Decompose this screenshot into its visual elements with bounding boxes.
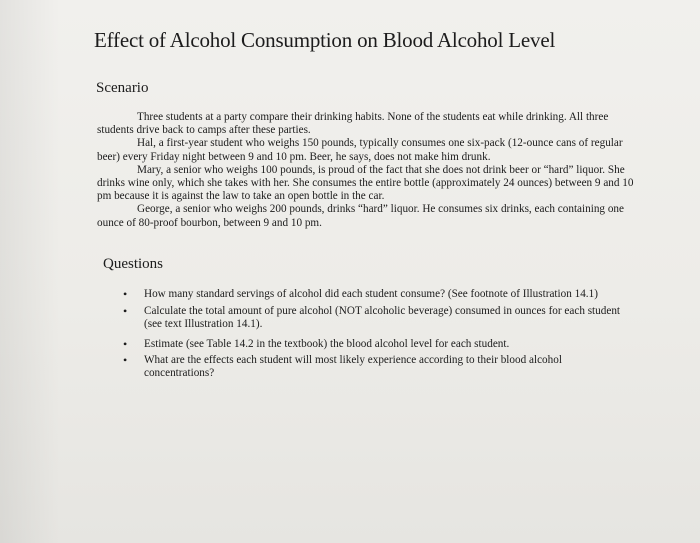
question-item: • Calculate the total amount of pure alcohol (NOT alcoholic beverage) consumed in ounces for each student (see text Illustration 14.1). [123,305,633,331]
page-shadow [0,0,60,543]
question-item: • What are the effects each student will most likely experience according to their blood alcohol concentrations? [123,354,633,380]
questions-heading: Questions [103,256,163,272]
scenario-paragraph-mary: Mary, a senior who weighs 100 pounds, is proud of the fact that she does not drink beer or “hard” liquor. She drinks wine only, which she takes with her. She consumes the entire bottle (approximately 24 ounces) between 9 and 10 pm because it is against the law to take an open bottle in the car. [97,163,634,203]
scenario-paragraph-hal: Hal, a first-year student who weighs 150 pounds, typically consumes one six-pack (12-ounce cans of regular beer) every Friday night between 9 and 10 pm. Beer, he says, does not make him drunk. [97,137,623,163]
scenario-text [97,111,637,230]
document-title: Effect of Alcohol Consumption on Blood Alcohol Level [94,28,556,52]
question-item: • How many standard servings of alcohol did each student consume? (See footnote of Illustration 14.1) [123,288,633,301]
questions-list [123,288,633,384]
scenario-heading: Scenario [96,80,149,96]
scenario-paragraph-george: George, a senior who weighs 200 pounds, drinks “hard” liquor. He consumes six drinks, each containing one ounce of 80-proof bourbon, between 9 and 10 pm. [97,203,624,229]
question-item: • Estimate (see Table 14.2 in the textbook) the blood alcohol level for each student. [123,338,633,351]
scenario-paragraph-intro: Three students at a party compare their drinking habits. None of the students eat while drinking. All three students drive back to camps after these parties. [97,111,609,137]
